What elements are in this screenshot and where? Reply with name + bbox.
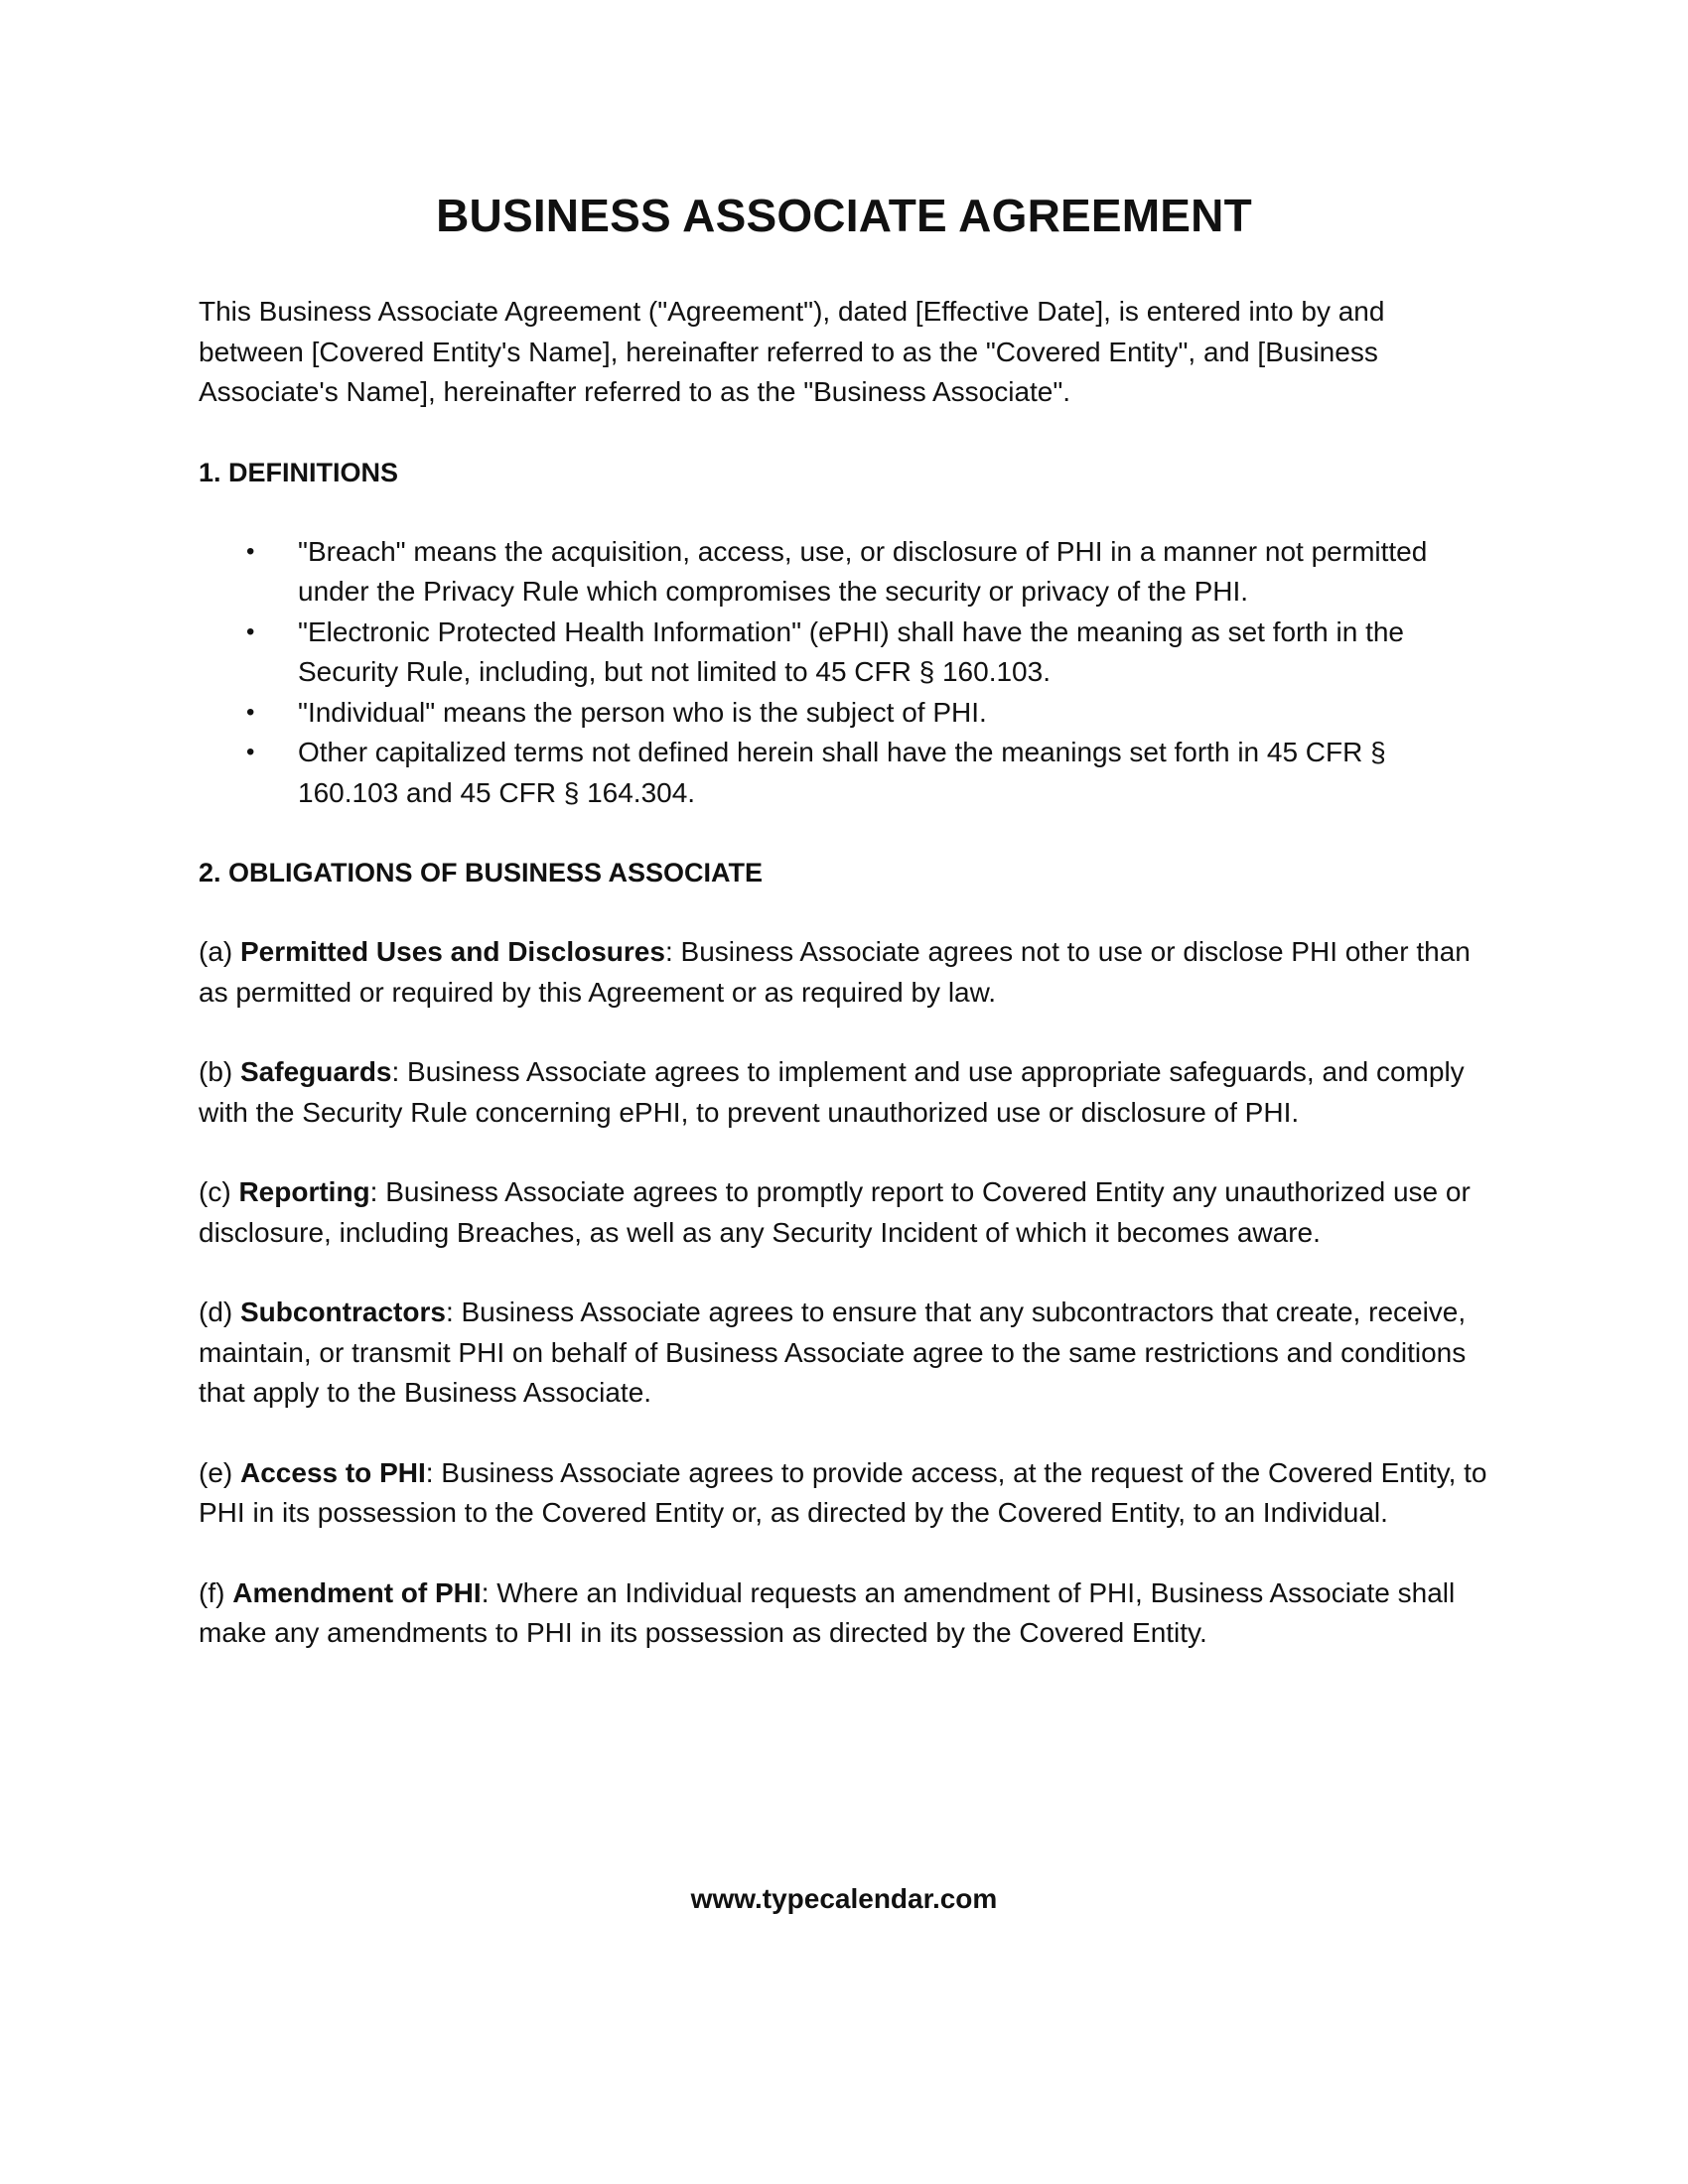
section-heading-obligations: 2. OBLIGATIONS OF BUSINESS ASSOCIATE (199, 858, 764, 887)
obligation-term: Access to PHI (240, 1456, 426, 1488)
definition-item (199, 613, 1489, 693)
footer-website-link[interactable]: www.typecalendar.com (690, 1883, 998, 1914)
document-body (199, 189, 1489, 1694)
obligation-item (199, 1293, 1489, 1414)
definition-text: "Breach" means the acquisition, access, use, or disclosure of PHI in a manner not permitted under the Privacy Rule which compromises the security or privacy of the PHI. (298, 535, 1428, 607)
obligation-item (199, 1052, 1489, 1133)
document-title: BUSINESS ASSOCIATE AGREEMENT (436, 190, 1252, 241)
obligation-term: Subcontractors (240, 1297, 446, 1327)
section-heading-definitions: 1. DEFINITIONS (199, 457, 399, 487)
obligation-prefix: (a) (199, 936, 240, 967)
definition-text: Other capitalized terms not defined herein shall have the meanings set forth in 45 CFR § 160.103 and 45 CFR § 164.304. (298, 737, 1386, 808)
obligation-item (199, 1453, 1489, 1534)
obligation-text: : Where an Individual requests an amendment of PHI, Business Associate shall make any amendments to PHI in its possession as directed by the Covered Entity. (199, 1576, 1456, 1648)
obligation-prefix: (e) (199, 1456, 240, 1488)
obligation-term: Safeguards (240, 1056, 392, 1087)
definition-text: "Electronic Protected Health Information" (ePHI) shall have the meaning as set forth in the Security Rule, including, but not limited to 45 CFR § 160.103. (298, 615, 1404, 687)
bullet-icon: • (246, 537, 255, 565)
obligation-item (199, 1172, 1489, 1253)
obligation-text: : Business Associate agrees not to use or disclose PHI other than as permitted or required by this Agreement or as required by law. (199, 936, 1471, 1008)
obligation-item (199, 1573, 1489, 1654)
definition-text: "Individual" means the person who is the subject of PHI. (298, 696, 987, 728)
intro-paragraph: This Business Associate Agreement ("Agreement"), dated [Effective Date], is entered into by and between [Covered Entity's Name], hereinafter referred to as the "Covered Entity", and [Business Associate's Name], hereinafter referred to as the "Business Associate". (199, 296, 1385, 407)
obligation-term: Amendment of PHI (232, 1576, 482, 1608)
obligation-text: : Business Associate agrees to promptly report to Covered Entity any unauthorized use or disclosure, including Breaches, as well as any Security Incident of which it becomes aware. (199, 1176, 1471, 1248)
obligation-prefix: (b) (199, 1056, 240, 1087)
bullet-icon: • (246, 739, 255, 765)
obligation-item (199, 932, 1489, 1013)
obligation-text: : Business Associate agrees to provide access, at the request of the Covered Entity, to PHI in its possession to the Covered Entity or, as directed by the Covered Entity, to an Individual. (199, 1456, 1487, 1528)
obligation-prefix: (d) (199, 1297, 240, 1327)
definition-item (199, 693, 1489, 734)
definition-item (199, 733, 1489, 813)
obligation-term: Permitted Uses and Disclosures (240, 936, 665, 967)
obligation-prefix: (c) (199, 1176, 239, 1207)
bullet-icon: • (246, 617, 255, 645)
definition-item (199, 532, 1489, 613)
obligation-term: Reporting (238, 1176, 370, 1207)
obligation-text: : Business Associate agrees to ensure that any subcontractors that create, receive, maintain, or transmit PHI on behalf of Business Associate agree to the same restrictions and conditions that apply to the Business Associate. (199, 1297, 1467, 1408)
obligation-text: : Business Associate agrees to implement and use appropriate safeguards, and comply with the Security Rule concerning ePHI, to prevent unauthorized use or disclosure of PHI. (199, 1056, 1465, 1128)
bullet-icon: • (246, 698, 255, 726)
obligation-prefix: (f) (199, 1576, 233, 1608)
definitions-list (199, 532, 1489, 814)
